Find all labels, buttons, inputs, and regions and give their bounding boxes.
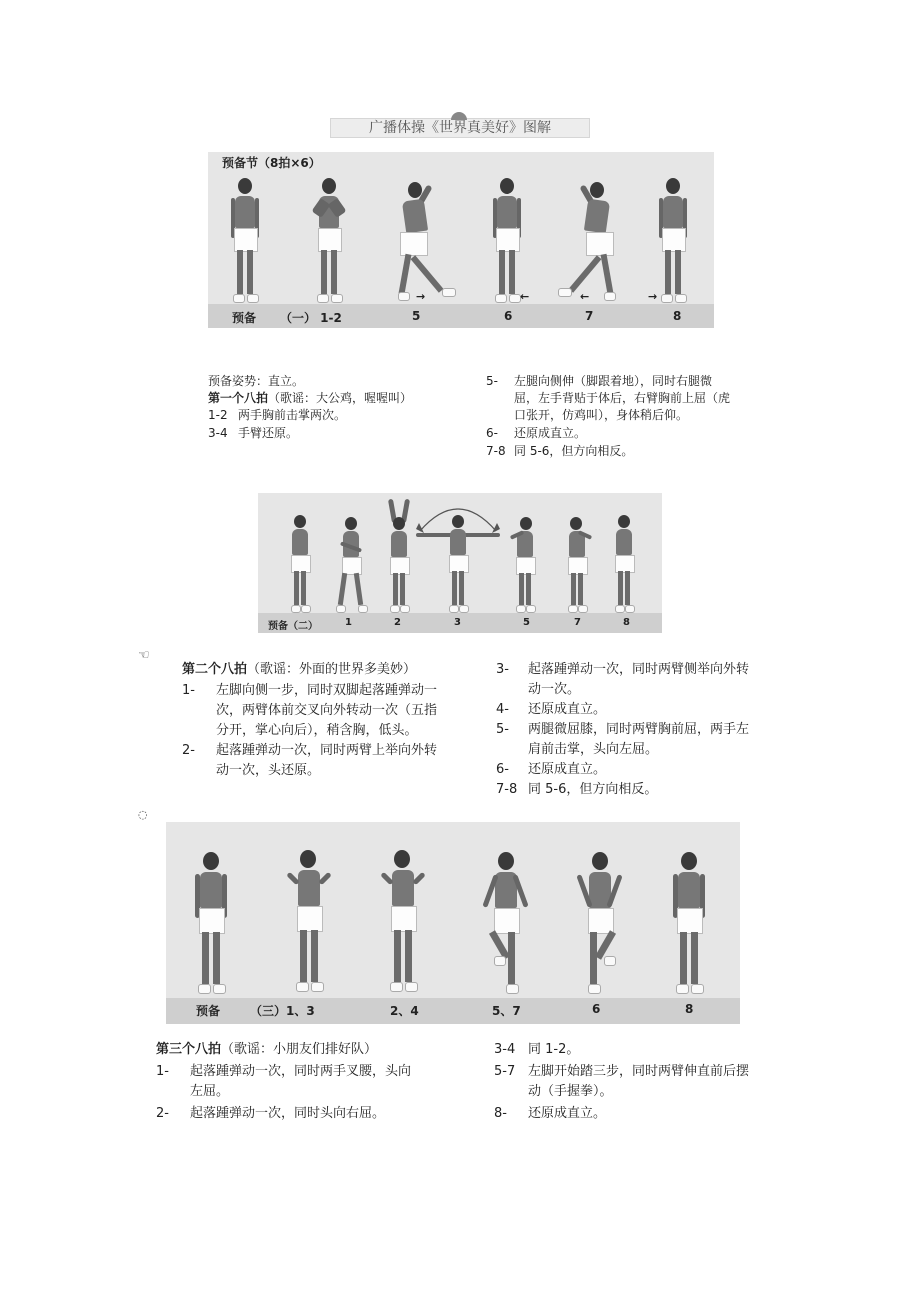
figure-clap bbox=[312, 178, 346, 306]
step-text: 动一次。 bbox=[528, 682, 581, 697]
figure-standing bbox=[288, 515, 312, 615]
figure-rooster-right bbox=[552, 180, 622, 306]
step-text: 动一次，头还原。 bbox=[216, 763, 321, 778]
figure-hands-hips bbox=[378, 850, 428, 998]
step-num: 1- bbox=[182, 683, 195, 698]
step-text: 还原成直立。 bbox=[528, 1106, 607, 1121]
figure-standing bbox=[492, 178, 522, 306]
step-row bbox=[182, 701, 437, 721]
heading-label: 第一个八拍 bbox=[208, 391, 269, 405]
beat-label: 7 bbox=[585, 309, 594, 323]
step-row bbox=[486, 424, 586, 442]
step-text: 还原成直立。 bbox=[528, 702, 607, 717]
step-row bbox=[208, 406, 346, 424]
step-num: 1-2 bbox=[208, 408, 228, 422]
step-row bbox=[496, 780, 657, 800]
beat-label: 3 bbox=[454, 617, 461, 628]
step-num: 1- bbox=[156, 1064, 169, 1079]
step-row bbox=[496, 700, 606, 720]
figure-hands-hips bbox=[284, 850, 334, 998]
step-row bbox=[496, 760, 606, 780]
beat-label: 预备 bbox=[196, 1004, 221, 1018]
figure-march bbox=[486, 852, 526, 998]
step-row bbox=[486, 406, 688, 424]
step-text: 起落踵弹动一次，同时两臂侧举向外转 bbox=[528, 662, 750, 677]
step-row bbox=[486, 372, 712, 390]
step-num: 2- bbox=[156, 1106, 169, 1121]
beat-label: 预备（二） bbox=[268, 621, 318, 632]
step-text: 左腿向侧伸（脚跟着地），同时右腿微 bbox=[514, 374, 713, 388]
step-text: 左脚向侧一步，同时双脚起落踵弹动一 bbox=[216, 683, 438, 698]
step-num: 3- bbox=[496, 662, 509, 677]
step-text: 起落踵弹动一次，同时头向右屈。 bbox=[190, 1106, 386, 1121]
step-text: 同 5-6，但方向相反。 bbox=[514, 444, 634, 458]
step-num: 5-7 bbox=[494, 1064, 516, 1079]
beat-label: 1 bbox=[345, 617, 352, 628]
beat-label: 8 bbox=[685, 1002, 694, 1016]
arrow-left-icon: ← bbox=[580, 290, 590, 303]
panel-header: 预备节（8拍×6） bbox=[222, 156, 321, 170]
figure-panel-1 bbox=[208, 152, 714, 328]
step-text: 还原成直立。 bbox=[528, 762, 607, 777]
figure-standing bbox=[612, 515, 636, 615]
step-row bbox=[494, 1082, 613, 1102]
step-row bbox=[496, 660, 749, 680]
step-num: 4- bbox=[496, 702, 509, 717]
step-text: 左脚开始踏三步，同时两臂伸直前后摆 bbox=[528, 1064, 750, 1079]
step-text: 手臂还原。 bbox=[238, 426, 299, 440]
heading-note: （歌谣：外面的世界多美妙） bbox=[247, 662, 417, 677]
heading-note: （歌谣：大公鸡，喔喔叫） bbox=[268, 391, 413, 405]
page-title-text: 广播体操《世界真美好》图解 bbox=[369, 120, 551, 136]
step-num: 7-8 bbox=[496, 782, 518, 797]
heading-label: 第二个八拍 bbox=[182, 662, 248, 677]
step-num: 7-8 bbox=[486, 444, 506, 458]
figure-standing bbox=[672, 852, 706, 998]
eight-beat-heading bbox=[156, 1040, 377, 1060]
step-row bbox=[496, 680, 580, 700]
step-row bbox=[182, 681, 437, 701]
step-num: 6- bbox=[486, 426, 498, 440]
figure-arms-up bbox=[384, 499, 414, 615]
step-num: 3-4 bbox=[208, 426, 228, 440]
step-row bbox=[486, 442, 633, 460]
beat-label: 7 bbox=[574, 617, 581, 628]
figure-clap-shoulder bbox=[510, 517, 540, 615]
step-text: 动（手握拳）。 bbox=[528, 1084, 613, 1099]
beat-label: 2、4 bbox=[390, 1004, 419, 1018]
text-line: 预备姿势：直立。 bbox=[208, 374, 305, 388]
hand-cursor-icon: ☜ bbox=[138, 648, 150, 663]
figure-standing bbox=[194, 852, 228, 998]
step-text: 两手胸前击掌两次。 bbox=[238, 408, 347, 422]
beat-label: 8 bbox=[673, 309, 682, 323]
step-num: 5- bbox=[496, 722, 509, 737]
figure-arms-side bbox=[416, 515, 500, 615]
small-mark-icon: ◌ bbox=[138, 808, 148, 821]
beat-label: 5 bbox=[523, 617, 530, 628]
step-row bbox=[496, 720, 749, 740]
figure-rooster-left bbox=[390, 180, 460, 306]
step-text: 口张开，仿鸡叫），身体稍后仰。 bbox=[514, 408, 689, 422]
step-row bbox=[486, 389, 730, 407]
step-num: 5- bbox=[486, 374, 498, 388]
figure-panel-2 bbox=[258, 493, 662, 633]
step-row bbox=[494, 1104, 606, 1124]
step-text: 左屈。 bbox=[190, 1084, 230, 1099]
step-row bbox=[182, 721, 418, 741]
arrow-left-icon: ← bbox=[520, 290, 530, 303]
figure-clap-shoulder bbox=[562, 517, 592, 615]
step-text: 起落踵弹动一次，同时两手叉腰，头向 bbox=[190, 1064, 412, 1079]
beat-label: 5、7 bbox=[492, 1004, 521, 1018]
step-row bbox=[208, 424, 298, 442]
step-text: 次，两臂体前交叉向外转动一次（五指 bbox=[216, 703, 438, 718]
step-text: 分开，掌心向后），稍含胸，低头。 bbox=[216, 723, 418, 738]
step-row bbox=[182, 741, 437, 761]
beat-label: 8 bbox=[623, 617, 630, 628]
figure-standing bbox=[230, 178, 260, 306]
step-row bbox=[156, 1104, 385, 1124]
beat-label: 预备 bbox=[232, 311, 257, 325]
figure-standing bbox=[658, 178, 688, 306]
eight-beat-heading bbox=[208, 389, 412, 407]
step-num: 6- bbox=[496, 762, 509, 777]
step-num: 8- bbox=[494, 1106, 507, 1121]
step-text: 还原成直立。 bbox=[514, 426, 587, 440]
beat-label: （三）1、3 bbox=[250, 1004, 315, 1018]
arrow-right-icon: → bbox=[416, 290, 426, 303]
figure-march bbox=[580, 852, 620, 998]
page-title bbox=[330, 118, 590, 138]
figure-panel-3 bbox=[166, 822, 740, 1024]
beat-label: 5 bbox=[412, 309, 421, 323]
beat-label: （一） 1-2 bbox=[280, 311, 342, 325]
step-row bbox=[156, 1062, 411, 1082]
arrow-right-icon: → bbox=[648, 290, 658, 303]
step-text: 同 1-2。 bbox=[528, 1042, 580, 1057]
step-text: 肩前击掌，头向左屈。 bbox=[528, 742, 659, 757]
beat-label: 6 bbox=[504, 309, 513, 323]
step-num: 2- bbox=[182, 743, 195, 758]
step-text: 起落踵弹动一次，同时两臂上举向外转 bbox=[216, 743, 438, 758]
step-text: 屈，左手背贴于体后，右臂胸前上屈（虎 bbox=[514, 391, 731, 405]
eight-beat-heading bbox=[182, 660, 416, 680]
step-row bbox=[156, 1082, 229, 1102]
step-row bbox=[494, 1040, 579, 1060]
step-row bbox=[182, 761, 320, 781]
step-num: 3-4 bbox=[494, 1042, 516, 1057]
heading-note: （歌谣：小朋友们排好队） bbox=[221, 1042, 378, 1057]
step-text: 两腿微屈膝，同时两臂胸前屈，两手左 bbox=[528, 722, 750, 737]
beat-label: 6 bbox=[592, 1002, 601, 1016]
step-text: 同 5-6，但方向相反。 bbox=[528, 782, 658, 797]
step-row bbox=[494, 1062, 749, 1082]
step-row bbox=[496, 740, 658, 760]
figure-cross-arms bbox=[336, 515, 366, 615]
title-notch-icon bbox=[451, 112, 467, 120]
beat-label: 2 bbox=[394, 617, 401, 628]
heading-label: 第三个八拍 bbox=[156, 1042, 222, 1057]
